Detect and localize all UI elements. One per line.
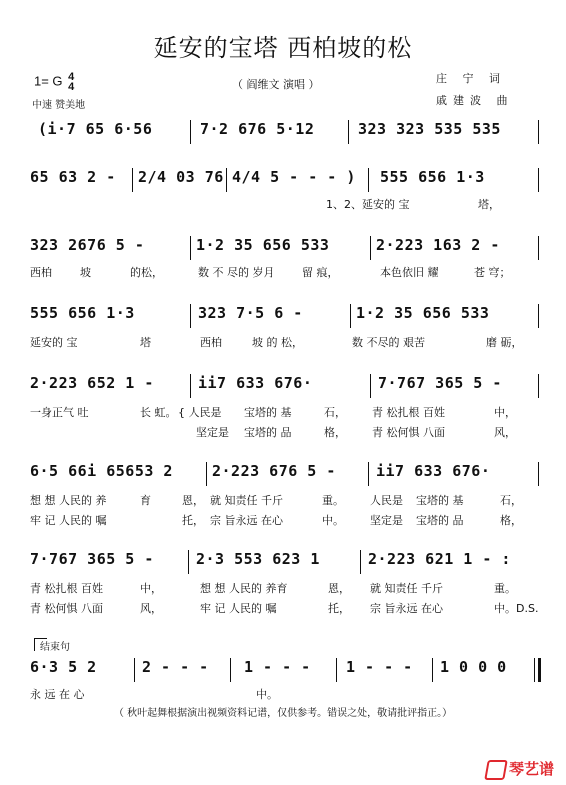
measure: 7·767 365 5 - [378,374,502,392]
bar-line [370,236,371,260]
meter-top: 4 [68,71,75,83]
key-signature [34,72,74,92]
final-bar-line [538,658,541,682]
measure: 1·2 35 656 533 [356,304,490,322]
measure: 323 7·5 6 - [198,304,303,322]
measure: 2·223 652 1 - [30,374,154,392]
bar-line [360,550,361,574]
measure: ii7 633 676· [198,374,313,392]
measure: 2 - - - [142,658,209,676]
bar-line [190,304,191,328]
lyricist-credit: 庄 宁 词 [436,72,506,85]
composer-credit: 戚建波 曲 [436,94,514,107]
notation-row-5 [30,374,540,400]
ending-label: 结束句 [40,642,70,653]
bar-line [538,462,539,486]
bar-line [188,550,189,574]
bar-line [538,374,539,398]
measure: 2·3 553 623 1 [196,550,320,568]
measure: 1 0 0 0 [440,658,507,676]
measure: 323 2676 5 - [30,236,145,254]
notation-row-7 [30,550,540,576]
bar-line [230,658,231,682]
bar-line [134,658,135,682]
logo-text: 琴艺谱 [508,760,554,778]
measure: 2/4 03 76 [138,168,224,186]
measure: (i·7 65 6·56 [38,120,153,138]
bar-line [538,120,539,144]
measure: 7·767 365 5 - [30,550,154,568]
bar-line [538,168,539,192]
bar-line [432,658,433,682]
measure: 2·223 621 1 - : [368,550,511,568]
bar-line [348,120,349,144]
notation-row-1 [30,120,540,146]
tempo-marking: 中速 赞美地 [32,100,86,111]
site-logo [486,758,554,780]
measure: 1 - - - [244,658,311,676]
measure: ii7 633 676· [376,462,491,480]
key-label: 1= G [34,73,63,89]
measure: 6·3 5 2 [30,658,97,676]
measure: 6·5 66i 65653 2 [30,462,173,480]
singer-credit: （ 阎维文 演唱 ） [232,78,320,91]
logo-icon [484,760,508,780]
measure: 1 - - - [346,658,413,676]
bar-line [226,168,227,192]
time-signature [68,72,74,92]
notation-row-3 [30,236,540,262]
bar-line [368,462,369,486]
measure: 2·223 676 5 - [212,462,336,480]
bar-line [370,374,371,398]
notation-row-2 [30,168,540,194]
bar-line [206,462,207,486]
bar-line [190,236,191,260]
notation-row-4 [30,304,540,330]
bar-line [368,168,369,192]
bar-line [190,374,191,398]
measure: 7·2 676 5·12 [200,120,315,138]
bar-line [132,168,133,192]
bar-line [538,236,539,260]
measure: 323 323 535 535 [358,120,501,138]
song-title: 延安的宝塔 西柏坡的松 [153,34,413,62]
notation-row-8 [30,658,540,684]
measure: 65 63 2 - [30,168,116,186]
bar-line [190,120,191,144]
footnote: （ 秋叶起舞根据演出视频资料记谱，仅供参考。错误之处，敬请批评指正。） [113,708,453,719]
measure: 555 656 1·3 [380,168,485,186]
bar-line [350,304,351,328]
bar-line [538,304,539,328]
notation-row-6 [30,462,540,488]
measure: 4/4 5 - - - ) [232,168,356,186]
meter-bottom: 4 [68,81,75,93]
bar-line [336,658,337,682]
measure: 555 656 1·3 [30,304,135,322]
bar-line [534,658,535,682]
measure: 1·2 35 656 533 [196,236,330,254]
measure: 2·223 163 2 - [376,236,500,254]
